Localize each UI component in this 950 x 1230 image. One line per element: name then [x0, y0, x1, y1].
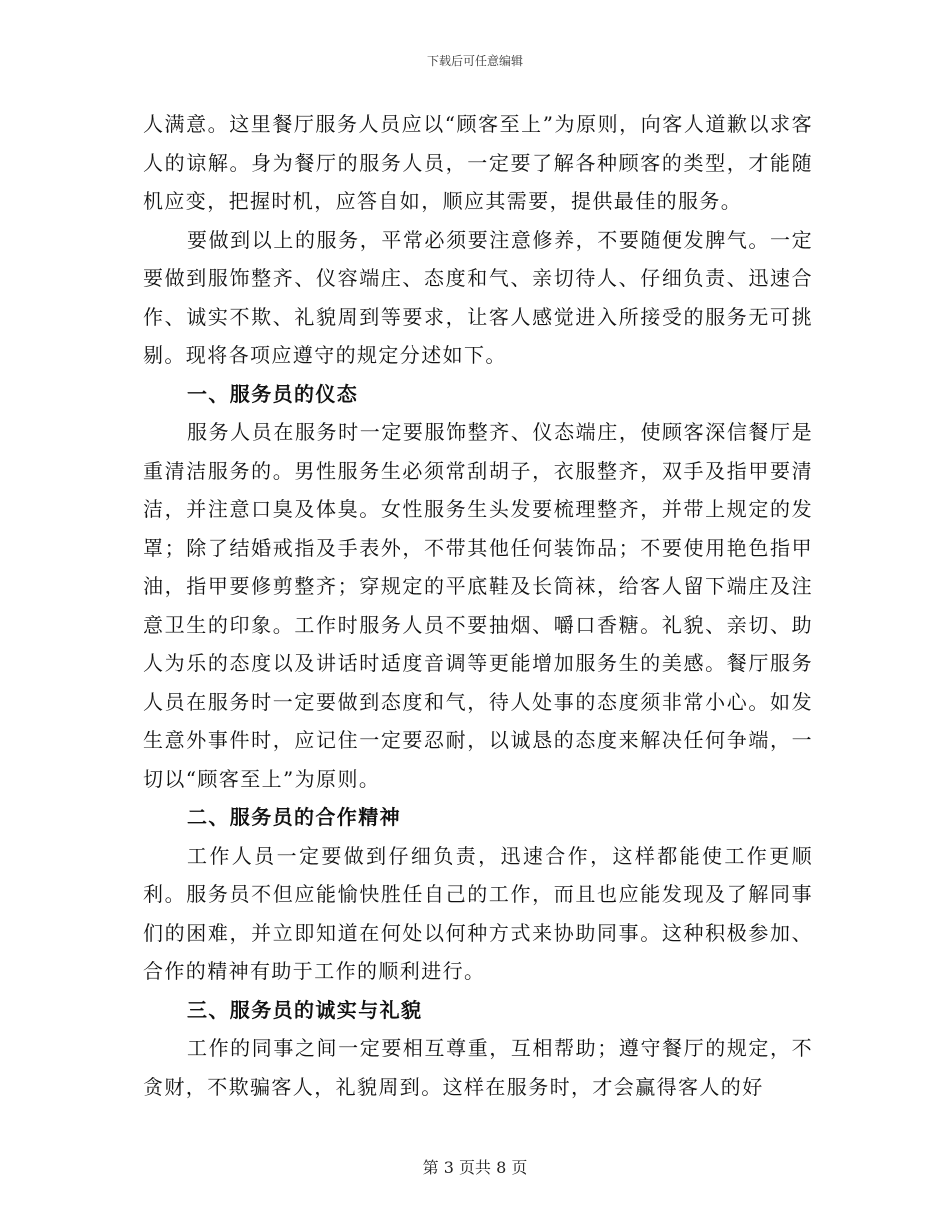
paragraph-2: 要做到以上的服务，平常必须要注意修养，不要随便发脾气。一定要做到服饰整齐、仪容端庄、态度和气、亲切待人、仔细负责、迅速合作、诚实不欺、礼貌周到等要求，让客人感觉进入所接受的服务无可挑剔。现将各项应遵守的规定分述如下。 — [143, 227, 813, 367]
page-header: 下载后可任意编辑 — [426, 54, 523, 68]
paragraph-4: 工作人员一定要做到仔细负责，迅速合作，这样都能使工作更顺利。服务员不但应能愉快胜任自己的工作，而且也应能发现及了解同事们的困难，并立即知道在何处以何种方式来协助同事。这种积极参加、合作的精神有助于工作的顺利进行。 — [143, 843, 813, 983]
paragraph-3: 服务人员在服务时一定要服饰整齐、仪态端庄，使顾客深信餐厅是重清洁服务的。男性服务生必须常刮胡子，衣服整齐，双手及指甲要清洁，并注意口臭及体臭。女性服务生头发要梳理整齐，并带上规定的发罩；除了结婚戒指及手表外，不带其他任何装饰品；不要使用艳色指甲油，指甲要修剪整齐；穿规定的平底鞋及长筒袜，给客人留下端庄及注意卫生的印象。工作时服务人员不要抽烟、嚼口香糖。礼貌、亲切、助人为乐的态度以及讲话时适度音调等更能增加服务生的美感。餐厅服务人员在服务时一定要做到态度和气，待人处事的态度须非常小心。如发生意外事件时，应记住一定要忍耐，以诚恳的态度来解决任何争端，一切以“顾客至上”为原则。 — [143, 420, 813, 791]
paragraph-5: 工作的同事之间一定要相互尊重，互相帮助；遵守餐厅的规定，不贪财，不欺骗客人，礼貌周到。这样在服务时，才会赢得客人的好 — [143, 1036, 813, 1099]
section-heading-2: 二、服务员的合作精神 — [187, 805, 401, 829]
section-heading-1: 一、服务员的仪态 — [187, 381, 359, 406]
document-body — [143, 105, 813, 1106]
paragraph-1: 人满意。这里餐厅服务人员应以“顾客至上”为原则，向客人道歉以求客人的谅解。身为餐厅的服务人员，一定要了解各种顾客的类型，才能随机应变，把握时机，应答自如，顺应其需要，提供最佳的服务。 — [143, 112, 813, 213]
page-footer: 第 3 页共 8 页 — [422, 1158, 528, 1177]
section-heading-3: 三、服务员的诚实与礼貌 — [187, 997, 423, 1022]
